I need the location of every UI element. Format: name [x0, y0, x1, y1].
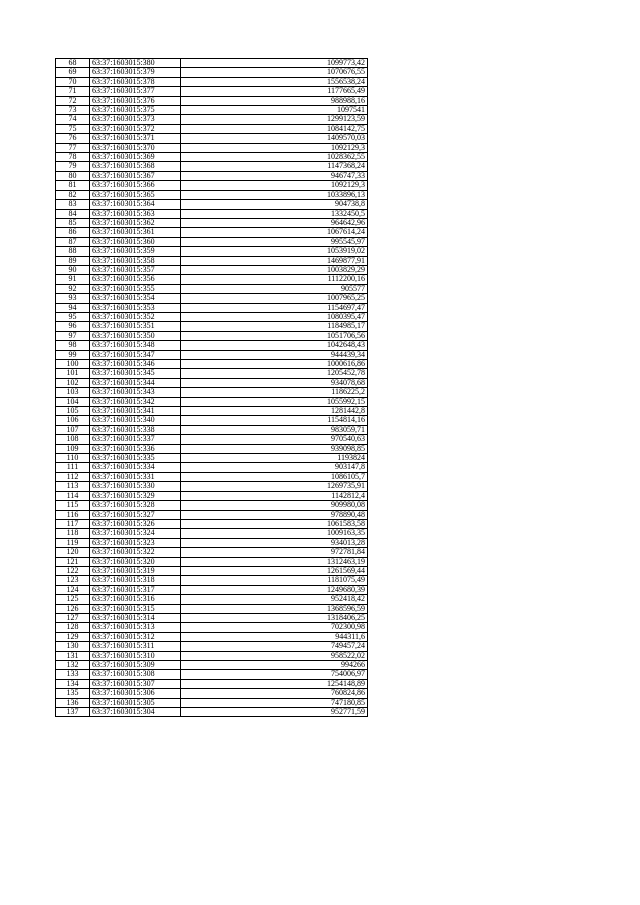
value-cell: 1092129,3 — [181, 181, 368, 190]
value-cell: 1092129,3 — [181, 143, 368, 152]
cadastral-number-cell: 63:37:1603015:347 — [90, 350, 181, 359]
row-number-cell: 112 — [56, 472, 90, 481]
cadastral-number-cell: 63:37:1603015:359 — [90, 247, 181, 256]
value-cell: 934078,68 — [181, 378, 368, 387]
row-number-cell: 120 — [56, 548, 90, 557]
value-cell: 904738,8 — [181, 200, 368, 209]
cadastral-number-cell: 63:37:1603015:322 — [90, 548, 181, 557]
cadastral-number-cell: 63:37:1603015:326 — [90, 519, 181, 528]
value-cell: 1028362,55 — [181, 153, 368, 162]
value-cell: 1070676,55 — [181, 68, 368, 77]
cadastral-number-cell: 63:37:1603015:351 — [90, 322, 181, 331]
table-row — [56, 124, 368, 133]
cadastral-number-cell: 63:37:1603015:315 — [90, 604, 181, 613]
table-row — [56, 59, 368, 68]
table-row — [56, 510, 368, 519]
value-cell: 760824,86 — [181, 689, 368, 698]
cadastral-number-cell: 63:37:1603015:366 — [90, 181, 181, 190]
cadastral-number-cell: 63:37:1603015:324 — [90, 529, 181, 538]
row-number-cell: 116 — [56, 510, 90, 519]
value-cell: 749457,24 — [181, 642, 368, 651]
cadastral-number-cell: 63:37:1603015:331 — [90, 472, 181, 481]
row-number-cell: 94 — [56, 303, 90, 312]
table-row — [56, 77, 368, 86]
row-number-cell: 119 — [56, 538, 90, 547]
table-row — [56, 689, 368, 698]
table-row — [56, 68, 368, 77]
cadastral-number-cell: 63:37:1603015:372 — [90, 124, 181, 133]
cadastral-number-cell: 63:37:1603015:323 — [90, 538, 181, 547]
cadastral-number-cell: 63:37:1603015:346 — [90, 360, 181, 369]
row-number-cell: 124 — [56, 585, 90, 594]
value-cell: 1154697,47 — [181, 303, 368, 312]
row-number-cell: 83 — [56, 200, 90, 209]
cadastral-number-cell: 63:37:1603015:330 — [90, 482, 181, 491]
table-row — [56, 519, 368, 528]
table-row — [56, 265, 368, 274]
value-cell: 1281442,8 — [181, 407, 368, 416]
value-cell: 1007965,25 — [181, 294, 368, 303]
cadastral-number-cell: 63:37:1603015:357 — [90, 265, 181, 274]
value-cell: 1556538,24 — [181, 77, 368, 86]
table-row — [56, 331, 368, 340]
cadastral-number-cell: 63:37:1603015:354 — [90, 294, 181, 303]
value-cell: 1193824 — [181, 454, 368, 463]
cadastral-number-cell: 63:37:1603015:350 — [90, 331, 181, 340]
row-number-cell: 104 — [56, 397, 90, 406]
row-number-cell: 82 — [56, 190, 90, 199]
row-number-cell: 81 — [56, 181, 90, 190]
value-cell: 939098,85 — [181, 444, 368, 453]
value-cell: 1269735,91 — [181, 482, 368, 491]
value-cell: 1051706,56 — [181, 331, 368, 340]
table-row — [56, 708, 368, 717]
row-number-cell: 91 — [56, 275, 90, 284]
row-number-cell: 86 — [56, 228, 90, 237]
row-number-cell: 129 — [56, 632, 90, 641]
cadastral-number-cell: 63:37:1603015:352 — [90, 312, 181, 321]
value-cell: 1254148,89 — [181, 679, 368, 688]
table-row — [56, 576, 368, 585]
value-cell: 994266 — [181, 661, 368, 670]
cadastral-number-cell: 63:37:1603015:329 — [90, 491, 181, 500]
value-cell: 1177665,49 — [181, 87, 368, 96]
table-row — [56, 247, 368, 256]
value-cell: 747180,85 — [181, 698, 368, 707]
cadastral-value-table — [55, 58, 368, 717]
cadastral-number-cell: 63:37:1603015:342 — [90, 397, 181, 406]
value-cell: 983059,71 — [181, 425, 368, 434]
table-row — [56, 595, 368, 604]
value-cell: 903147,8 — [181, 463, 368, 472]
row-number-cell: 113 — [56, 482, 90, 491]
table-row — [56, 322, 368, 331]
cadastral-number-cell: 63:37:1603015:311 — [90, 642, 181, 651]
table-row — [56, 623, 368, 632]
value-cell: 1097541 — [181, 106, 368, 115]
row-number-cell: 118 — [56, 529, 90, 538]
value-cell: 978890,48 — [181, 510, 368, 519]
table-row — [56, 96, 368, 105]
cadastral-number-cell: 63:37:1603015:318 — [90, 576, 181, 585]
table-row — [56, 482, 368, 491]
value-cell: 1205452,78 — [181, 369, 368, 378]
cadastral-number-cell: 63:37:1603015:369 — [90, 153, 181, 162]
table-row — [56, 604, 368, 613]
row-number-cell: 95 — [56, 312, 90, 321]
row-number-cell: 97 — [56, 331, 90, 340]
cadastral-number-cell: 63:37:1603015:320 — [90, 557, 181, 566]
row-number-cell: 115 — [56, 501, 90, 510]
cadastral-number-cell: 63:37:1603015:334 — [90, 463, 181, 472]
value-cell: 754006,97 — [181, 670, 368, 679]
cadastral-number-cell: 63:37:1603015:327 — [90, 510, 181, 519]
row-number-cell: 111 — [56, 463, 90, 472]
value-cell: 1332450,5 — [181, 209, 368, 218]
value-cell: 1080395,47 — [181, 312, 368, 321]
cadastral-number-cell: 63:37:1603015:341 — [90, 407, 181, 416]
value-cell: 909980,08 — [181, 501, 368, 510]
row-number-cell: 103 — [56, 388, 90, 397]
table-row — [56, 435, 368, 444]
row-number-cell: 76 — [56, 134, 90, 143]
value-cell: 1042648,43 — [181, 341, 368, 350]
table-row — [56, 106, 368, 115]
table-row — [56, 416, 368, 425]
value-cell: 1033896,13 — [181, 190, 368, 199]
value-cell: 944311,6 — [181, 632, 368, 641]
value-cell: 1184985,17 — [181, 322, 368, 331]
table-row — [56, 613, 368, 622]
row-number-cell: 110 — [56, 454, 90, 463]
table-row — [56, 209, 368, 218]
cadastral-number-cell: 63:37:1603015:310 — [90, 651, 181, 660]
value-cell: 988988,16 — [181, 96, 368, 105]
row-number-cell: 133 — [56, 670, 90, 679]
cadastral-number-cell: 63:37:1603015:328 — [90, 501, 181, 510]
table-row — [56, 294, 368, 303]
table-row — [56, 548, 368, 557]
row-number-cell: 121 — [56, 557, 90, 566]
row-number-cell: 77 — [56, 143, 90, 152]
cadastral-number-cell: 63:37:1603015:309 — [90, 661, 181, 670]
cadastral-number-cell: 63:37:1603015:312 — [90, 632, 181, 641]
row-number-cell: 107 — [56, 425, 90, 434]
table-row — [56, 566, 368, 575]
table-row — [56, 632, 368, 641]
row-number-cell: 101 — [56, 369, 90, 378]
row-number-cell: 68 — [56, 59, 90, 68]
value-cell: 952771,59 — [181, 708, 368, 717]
cadastral-number-cell: 63:37:1603015:314 — [90, 613, 181, 622]
row-number-cell: 100 — [56, 360, 90, 369]
value-cell: 1249680,39 — [181, 585, 368, 594]
row-number-cell: 127 — [56, 613, 90, 622]
cadastral-number-cell: 63:37:1603015:377 — [90, 87, 181, 96]
cadastral-number-cell: 63:37:1603015:348 — [90, 341, 181, 350]
row-number-cell: 90 — [56, 265, 90, 274]
cadastral-number-cell: 63:37:1603015:343 — [90, 388, 181, 397]
row-number-cell: 88 — [56, 247, 90, 256]
value-cell: 1186225,2 — [181, 388, 368, 397]
table-row — [56, 341, 368, 350]
row-number-cell: 122 — [56, 566, 90, 575]
table-row — [56, 491, 368, 500]
row-number-cell: 96 — [56, 322, 90, 331]
value-cell: 1003829,29 — [181, 265, 368, 274]
row-number-cell: 69 — [56, 68, 90, 77]
value-cell: 964642,96 — [181, 218, 368, 227]
table-row — [56, 369, 368, 378]
row-number-cell: 99 — [56, 350, 90, 359]
cadastral-number-cell: 63:37:1603015:313 — [90, 623, 181, 632]
cadastral-number-cell: 63:37:1603015:353 — [90, 303, 181, 312]
table-row — [56, 501, 368, 510]
cadastral-number-cell: 63:37:1603015:337 — [90, 435, 181, 444]
row-number-cell: 74 — [56, 115, 90, 124]
value-cell: 1142812,4 — [181, 491, 368, 500]
value-cell: 702300,98 — [181, 623, 368, 632]
cadastral-number-cell: 63:37:1603015:375 — [90, 106, 181, 115]
cadastral-number-cell: 63:37:1603015:380 — [90, 59, 181, 68]
value-cell: 946747,33 — [181, 171, 368, 180]
table-row — [56, 190, 368, 199]
cadastral-number-cell: 63:37:1603015:360 — [90, 237, 181, 246]
value-cell: 972781,84 — [181, 548, 368, 557]
cadastral-number-cell: 63:37:1603015:317 — [90, 585, 181, 594]
row-number-cell: 87 — [56, 237, 90, 246]
value-cell: 1055992,15 — [181, 397, 368, 406]
cadastral-number-cell: 63:37:1603015:340 — [90, 416, 181, 425]
row-number-cell: 126 — [56, 604, 90, 613]
cadastral-number-cell: 63:37:1603015:379 — [90, 68, 181, 77]
value-cell: 1318406,25 — [181, 613, 368, 622]
row-number-cell: 105 — [56, 407, 90, 416]
table-row — [56, 378, 368, 387]
table-row — [56, 143, 368, 152]
cadastral-number-cell: 63:37:1603015:362 — [90, 218, 181, 227]
row-number-cell: 109 — [56, 444, 90, 453]
value-cell: 1000616,86 — [181, 360, 368, 369]
value-cell: 1086105,7 — [181, 472, 368, 481]
table-row — [56, 303, 368, 312]
row-number-cell: 137 — [56, 708, 90, 717]
cadastral-number-cell: 63:37:1603015:355 — [90, 284, 181, 293]
table-row — [56, 153, 368, 162]
cadastral-number-cell: 63:37:1603015:307 — [90, 679, 181, 688]
cadastral-number-cell: 63:37:1603015:304 — [90, 708, 181, 717]
table-row — [56, 557, 368, 566]
table-row — [56, 538, 368, 547]
value-cell: 1312463,19 — [181, 557, 368, 566]
row-number-cell: 75 — [56, 124, 90, 133]
row-number-cell: 130 — [56, 642, 90, 651]
row-number-cell: 92 — [56, 284, 90, 293]
table-row — [56, 171, 368, 180]
cadastral-number-cell: 63:37:1603015:364 — [90, 200, 181, 209]
cadastral-number-cell: 63:37:1603015:308 — [90, 670, 181, 679]
table-row — [56, 181, 368, 190]
value-cell: 1261569,44 — [181, 566, 368, 575]
value-cell: 952418,42 — [181, 595, 368, 604]
cadastral-number-cell: 63:37:1603015:305 — [90, 698, 181, 707]
cadastral-number-cell: 63:37:1603015:345 — [90, 369, 181, 378]
row-number-cell: 131 — [56, 651, 90, 660]
cadastral-number-cell: 63:37:1603015:319 — [90, 566, 181, 575]
value-cell: 958522,02 — [181, 651, 368, 660]
cadastral-number-cell: 63:37:1603015:344 — [90, 378, 181, 387]
value-cell: 905577 — [181, 284, 368, 293]
cadastral-number-cell: 63:37:1603015:376 — [90, 96, 181, 105]
table-row — [56, 463, 368, 472]
value-cell: 1469877,91 — [181, 256, 368, 265]
value-cell: 934013,28 — [181, 538, 368, 547]
table-row — [56, 472, 368, 481]
table-row — [56, 698, 368, 707]
cadastral-number-cell: 63:37:1603015:367 — [90, 171, 181, 180]
table-row — [56, 670, 368, 679]
cadastral-number-cell: 63:37:1603015:378 — [90, 77, 181, 86]
cadastral-number-cell: 63:37:1603015:371 — [90, 134, 181, 143]
table-row — [56, 134, 368, 143]
row-number-cell: 106 — [56, 416, 90, 425]
table-row — [56, 529, 368, 538]
cadastral-number-cell: 63:37:1603015:373 — [90, 115, 181, 124]
table-row — [56, 642, 368, 651]
row-number-cell: 135 — [56, 689, 90, 698]
value-cell: 1368596,59 — [181, 604, 368, 613]
table-row — [56, 228, 368, 237]
cadastral-number-cell: 63:37:1603015:335 — [90, 454, 181, 463]
value-cell: 1009163,35 — [181, 529, 368, 538]
cadastral-number-cell: 63:37:1603015:306 — [90, 689, 181, 698]
row-number-cell: 125 — [56, 595, 90, 604]
table-row — [56, 585, 368, 594]
row-number-cell: 89 — [56, 256, 90, 265]
value-cell: 1181075,49 — [181, 576, 368, 585]
row-number-cell: 123 — [56, 576, 90, 585]
cadastral-number-cell: 63:37:1603015:368 — [90, 162, 181, 171]
value-cell: 944439,34 — [181, 350, 368, 359]
cadastral-number-cell: 63:37:1603015:316 — [90, 595, 181, 604]
row-number-cell: 80 — [56, 171, 90, 180]
value-cell: 1154814,16 — [181, 416, 368, 425]
cadastral-number-cell: 63:37:1603015:363 — [90, 209, 181, 218]
cadastral-number-cell: 63:37:1603015:338 — [90, 425, 181, 434]
table-row — [56, 388, 368, 397]
row-number-cell: 134 — [56, 679, 90, 688]
table-row — [56, 87, 368, 96]
value-cell: 1061583,58 — [181, 519, 368, 528]
table-row — [56, 115, 368, 124]
table-row — [56, 425, 368, 434]
cadastral-number-cell: 63:37:1603015:370 — [90, 143, 181, 152]
row-number-cell: 71 — [56, 87, 90, 96]
value-cell: 1067614,24 — [181, 228, 368, 237]
row-number-cell: 72 — [56, 96, 90, 105]
row-number-cell: 79 — [56, 162, 90, 171]
row-number-cell: 85 — [56, 218, 90, 227]
table-row — [56, 275, 368, 284]
row-number-cell: 70 — [56, 77, 90, 86]
row-number-cell: 128 — [56, 623, 90, 632]
table-row — [56, 350, 368, 359]
row-number-cell: 132 — [56, 661, 90, 670]
table-row — [56, 284, 368, 293]
table-row — [56, 162, 368, 171]
row-number-cell: 84 — [56, 209, 90, 218]
cadastral-number-cell: 63:37:1603015:361 — [90, 228, 181, 237]
cadastral-number-cell: 63:37:1603015:356 — [90, 275, 181, 284]
table-row — [56, 651, 368, 660]
value-cell: 1299123,59 — [181, 115, 368, 124]
cadastral-number-cell: 63:37:1603015:365 — [90, 190, 181, 199]
table-row — [56, 397, 368, 406]
value-cell: 1112200,16 — [181, 275, 368, 284]
row-number-cell: 114 — [56, 491, 90, 500]
table-row — [56, 661, 368, 670]
row-number-cell: 98 — [56, 341, 90, 350]
cadastral-number-cell: 63:37:1603015:336 — [90, 444, 181, 453]
value-cell: 1084142,75 — [181, 124, 368, 133]
row-number-cell: 93 — [56, 294, 90, 303]
table-row — [56, 454, 368, 463]
table-row — [56, 256, 368, 265]
value-cell: 970540,63 — [181, 435, 368, 444]
value-cell: 1053919,02 — [181, 247, 368, 256]
table-row — [56, 200, 368, 209]
table-row — [56, 360, 368, 369]
value-cell: 1147368,24 — [181, 162, 368, 171]
row-number-cell: 108 — [56, 435, 90, 444]
row-number-cell: 136 — [56, 698, 90, 707]
value-cell: 1409570,03 — [181, 134, 368, 143]
table-row — [56, 312, 368, 321]
value-cell: 995545,97 — [181, 237, 368, 246]
value-cell: 1099773,42 — [181, 59, 368, 68]
table-row — [56, 679, 368, 688]
row-number-cell: 78 — [56, 153, 90, 162]
table-row — [56, 218, 368, 227]
cadastral-number-cell: 63:37:1603015:358 — [90, 256, 181, 265]
row-number-cell: 73 — [56, 106, 90, 115]
table-row — [56, 444, 368, 453]
table-row — [56, 237, 368, 246]
table-body — [56, 59, 368, 717]
row-number-cell: 117 — [56, 519, 90, 528]
table-row — [56, 407, 368, 416]
row-number-cell: 102 — [56, 378, 90, 387]
